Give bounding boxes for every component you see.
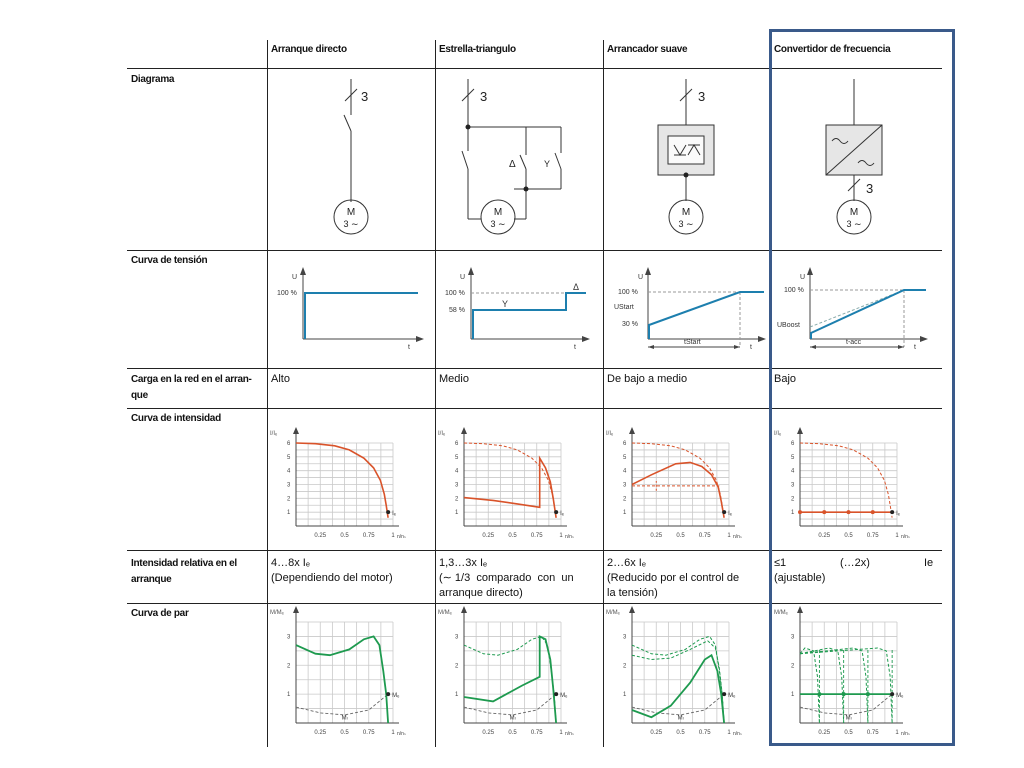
- y-arrow: [293, 427, 299, 434]
- row-label-curva-tension: Curva de tensión: [131, 255, 208, 266]
- diagram-arrancador-suave: [604, 69, 769, 249]
- y-arrow: [797, 606, 803, 613]
- tick-100: 100 %: [277, 290, 297, 297]
- nominal-point: [722, 510, 726, 514]
- nominal-current-label: Iₑ: [560, 511, 565, 518]
- y-tick-label: 1: [287, 510, 291, 517]
- y-tick-label: 4: [791, 468, 795, 475]
- nominal-point: [554, 692, 558, 696]
- x-axis-unit: n/nₛ: [565, 534, 574, 540]
- grid: [296, 443, 393, 526]
- x-tick-label: 0.75: [866, 533, 879, 539]
- intensidad-c4-b: (…2x): [840, 557, 870, 569]
- nominal-point: [890, 692, 894, 696]
- y-tick-label: 1: [623, 692, 627, 699]
- motor-phase-label: 3 ∼: [343, 219, 359, 229]
- y-tick-label: 6: [455, 441, 459, 447]
- torque-chart-3: [604, 604, 771, 744]
- phase-label: 3: [361, 89, 369, 104]
- x-tick-label: 0.75: [698, 730, 711, 736]
- y-tick-label: 4: [623, 468, 627, 475]
- load-torque-label: Mₗ: [341, 715, 348, 722]
- x-axis-unit: n/nₛ: [397, 534, 406, 540]
- motor-phase-label: 3 ∼: [678, 219, 694, 229]
- nominal-current-label: Iₑ: [392, 511, 397, 518]
- motor-phase-label: 3 ∼: [490, 219, 506, 229]
- x-tick-label: 0.25: [650, 730, 663, 736]
- y-arrow: [629, 606, 635, 613]
- y-tick-label: 6: [791, 441, 795, 447]
- phase-label: 3: [866, 181, 874, 196]
- y-axis-label: I/Iₑ: [438, 431, 446, 437]
- x-tick-label: 0.75: [530, 730, 543, 736]
- x-axis-unit: n/nₛ: [901, 534, 910, 540]
- intensidad-c4-l2: (ajustable): [774, 572, 826, 584]
- current-chart-3: [604, 409, 771, 549]
- x-tick-label: 0.25: [482, 533, 495, 539]
- carga-arrancador-suave: De bajo a medio: [607, 373, 688, 385]
- tick-100: 100 %: [784, 287, 804, 294]
- nominal-torque-label: Mₑ: [392, 693, 400, 700]
- x-axis-unit: n/nₛ: [397, 731, 406, 737]
- intensidad-c1-l2: (Dependiendo del motor): [271, 572, 393, 584]
- y-tick-label: 2: [791, 663, 795, 670]
- y-tick-label: 2: [455, 663, 459, 670]
- x-tick-label: 1: [559, 730, 563, 736]
- y-tick-label: 3: [287, 482, 291, 489]
- y-tick-label: 2: [287, 496, 291, 503]
- current-curve-reference: [632, 443, 724, 518]
- intensidad-c3-l1: 2…6x Iₑ: [607, 557, 646, 569]
- x-tick-label: 0.5: [844, 730, 853, 736]
- x-tick-label: 1: [727, 730, 731, 736]
- y-tick-label: 3: [455, 634, 459, 641]
- nominal-torque-label: Mₑ: [896, 693, 904, 700]
- current-point: [871, 510, 875, 514]
- axis-t: t: [750, 344, 752, 351]
- y-tick-label: 5: [455, 454, 459, 461]
- grid: [632, 443, 729, 526]
- y-tick-label: 4: [455, 468, 459, 475]
- torque-point: [866, 692, 870, 696]
- intensidad-c4-a: ≤1: [774, 557, 787, 569]
- row-label-curva-intensidad: Curva de intensidad: [131, 413, 221, 424]
- y-axis-label: M/Mₑ: [270, 610, 284, 616]
- y-arrow: [629, 427, 635, 434]
- load-curve: [296, 694, 388, 715]
- intensidad-c2-l1: 1,3…3x Iₑ: [439, 557, 488, 569]
- ustart-label: UStart: [614, 304, 634, 311]
- nominal-point: [722, 692, 726, 696]
- x-tick-label: 1: [559, 533, 563, 539]
- x-tick-label: 0.5: [844, 533, 853, 539]
- y-arrow: [461, 427, 467, 434]
- star-label: Y: [502, 299, 509, 309]
- motor-label: M: [346, 207, 356, 218]
- x-tick-label: 1: [895, 533, 899, 539]
- y-tick-label: 4: [287, 468, 291, 475]
- axis-t: t: [914, 344, 916, 351]
- row-label-carga-red-2: que: [131, 390, 148, 401]
- nominal-current-label: Iₑ: [896, 511, 901, 518]
- x-tick-label: 1: [895, 730, 899, 736]
- y-axis-label: I/Iₑ: [270, 431, 278, 437]
- grid: [632, 622, 729, 723]
- diagram-estrella-triangulo: [436, 69, 603, 249]
- y-axis-label: I/Iₑ: [774, 431, 782, 437]
- nominal-point: [386, 510, 390, 514]
- torque-curve-family: [800, 648, 844, 723]
- phase-label: 3: [698, 89, 706, 104]
- current-curve: [464, 458, 556, 518]
- x-tick-label: 0.75: [866, 730, 879, 736]
- tension-chart-arranque-directo: [268, 251, 435, 367]
- y-tick-label: 2: [455, 496, 459, 503]
- intensidad-c4-c: Ie: [924, 557, 934, 569]
- x-tick-label: 0.25: [818, 533, 831, 539]
- grid: [464, 622, 561, 723]
- tick-100: 100 %: [618, 289, 638, 296]
- row-label-intensidad-relativa: Intensidad relativa en el: [131, 558, 237, 569]
- y-axis-label: M/Mₑ: [774, 610, 788, 616]
- y-axis-label: I/Iₑ: [606, 431, 614, 437]
- x-tick-label: 1: [391, 730, 395, 736]
- axis-u: U: [638, 274, 644, 281]
- axis-u: U: [460, 274, 466, 281]
- y-tick-label: 3: [287, 634, 291, 641]
- phase-label: 3: [480, 89, 488, 104]
- motor-label: M: [493, 207, 503, 218]
- y-tick-label: 1: [455, 692, 459, 699]
- diagram-arranque-directo: [268, 69, 435, 249]
- x-tick-label: 0.75: [362, 730, 375, 736]
- nominal-torque-label: Mₑ: [560, 693, 568, 700]
- y-tick-label: 2: [791, 496, 795, 503]
- header-convertidor-frecuencia: Convertidor de frecuencia: [774, 44, 891, 55]
- y-tick-label: 3: [623, 482, 627, 489]
- y-tick-label: 1: [791, 510, 795, 517]
- tstart-label: tStart: [684, 339, 701, 346]
- nominal-point: [554, 510, 558, 514]
- y-arrow: [293, 606, 299, 613]
- y-tick-label: 1: [287, 692, 291, 699]
- x-axis-unit: n/nₛ: [733, 534, 742, 540]
- y-tick-label: 1: [623, 510, 627, 517]
- y-axis-label: M/Mₑ: [438, 610, 452, 616]
- y-axis-label: M/Mₑ: [606, 610, 620, 616]
- x-tick-label: 0.25: [314, 533, 327, 539]
- load-curve: [464, 694, 556, 715]
- axis-u: U: [800, 274, 806, 281]
- y-tick-label: 1: [791, 692, 795, 699]
- tension-chart-arrancador-suave: [604, 251, 769, 367]
- row-label-carga-red: Carga en la red en el arran-: [131, 374, 252, 385]
- motor-label: M: [849, 207, 859, 218]
- y-tick-label: 5: [287, 454, 291, 461]
- x-tick-label: 0.5: [508, 730, 517, 736]
- x-tick-label: 0.25: [818, 730, 831, 736]
- x-tick-label: 0.25: [482, 730, 495, 736]
- axis-t: t: [574, 344, 576, 351]
- x-tick-label: 1: [727, 533, 731, 539]
- current-chart-4: [772, 409, 939, 549]
- x-tick-label: 0.75: [362, 533, 375, 539]
- x-tick-label: 0.5: [340, 533, 349, 539]
- motor-label: M: [681, 207, 691, 218]
- y-tick-label: 5: [623, 454, 627, 461]
- y-arrow: [797, 427, 803, 434]
- y-tick-label: 5: [791, 454, 795, 461]
- y-tick-label: 6: [287, 441, 291, 447]
- tick-58: 58 %: [449, 307, 465, 314]
- x-tick-label: 0.25: [650, 533, 663, 539]
- x-tick-label: 1: [391, 533, 395, 539]
- row-label-diagrama: Diagrama: [131, 74, 175, 85]
- carga-convertidor: Bajo: [774, 373, 797, 385]
- grid: [296, 622, 393, 723]
- carga-arranque-directo: Alto: [271, 373, 290, 385]
- y-tick-label: 3: [791, 482, 795, 489]
- load-torque-label: Mₗ: [845, 715, 852, 722]
- x-tick-label: 0.5: [676, 533, 685, 539]
- y-tick-label: 6: [623, 441, 627, 447]
- current-curve-reference: [464, 443, 556, 518]
- tacc-label: t-acc: [846, 339, 862, 346]
- nominal-point: [890, 510, 894, 514]
- delta-label: Δ: [573, 282, 580, 292]
- x-tick-label: 0.75: [530, 533, 543, 539]
- x-tick-label: 0.75: [698, 533, 711, 539]
- header-estrella-triangulo: Estrella-triangulo: [439, 44, 516, 55]
- torque-point: [817, 692, 821, 696]
- x-tick-label: 0.25: [314, 730, 327, 736]
- torque-chart-1: [268, 604, 435, 744]
- y-tick-label: 3: [791, 634, 795, 641]
- motor-phase-label: 3 ∼: [846, 219, 862, 229]
- y-tick-label: 3: [455, 482, 459, 489]
- x-axis-unit: n/nₛ: [565, 731, 574, 737]
- torque-curve-family: [800, 648, 892, 723]
- header-arrancador-suave: Arrancador suave: [607, 44, 688, 55]
- current-chart-2: [436, 409, 603, 549]
- intensidad-c2-l3: arranque directo): [439, 587, 523, 599]
- star-label: Y: [544, 159, 551, 169]
- x-tick-label: 0.5: [676, 730, 685, 736]
- nominal-current-label: Iₑ: [728, 511, 733, 518]
- current-chart-1: [268, 409, 435, 549]
- tick-30: 30 %: [622, 321, 638, 328]
- row-label-curva-par: Curva de par: [131, 608, 189, 619]
- torque-curve-reduced: [632, 641, 724, 723]
- torque-chart-2: [436, 604, 603, 744]
- tension-chart-estrella-triangulo: [436, 251, 603, 367]
- x-axis-unit: n/nₛ: [733, 731, 742, 737]
- y-tick-label: 2: [287, 663, 291, 670]
- tension-chart-convertidor: [772, 251, 952, 367]
- y-tick-label: 2: [623, 663, 627, 670]
- y-tick-label: 3: [623, 634, 627, 641]
- x-tick-label: 0.5: [508, 533, 517, 539]
- current-point: [847, 510, 851, 514]
- intensidad-c2-l2: (∼ 1/3 comparado con un: [439, 572, 574, 584]
- intensidad-c3-l2: (Reducido por el control de: [607, 572, 740, 584]
- torque-chart-4: [772, 604, 939, 744]
- grid: [464, 443, 561, 526]
- carga-estrella-triangulo: Medio: [439, 373, 469, 385]
- torque-curve-family: [800, 648, 868, 723]
- current-point: [822, 510, 826, 514]
- row-label-intensidad-relativa-2: arranque: [131, 574, 172, 585]
- y-arrow: [461, 606, 467, 613]
- y-tick-label: 1: [455, 510, 459, 517]
- intensidad-c3-l3: la tensión): [607, 587, 658, 599]
- x-axis-unit: n/nₛ: [901, 731, 910, 737]
- load-curve: [800, 694, 892, 715]
- nominal-torque-label: Mₑ: [728, 693, 736, 700]
- delta-label: Δ: [509, 159, 516, 170]
- current-point: [798, 510, 802, 514]
- x-tick-label: 0.5: [340, 730, 349, 736]
- axis-u: U: [292, 274, 298, 281]
- torque-point: [842, 692, 846, 696]
- header-arranque-directo: Arranque directo: [271, 44, 347, 55]
- current-curve-reference: [800, 443, 892, 518]
- load-torque-label: Mₗ: [509, 715, 516, 722]
- nominal-point: [386, 692, 390, 696]
- uboost-label: UBoost: [777, 322, 800, 329]
- intensidad-c1-l1: 4…8x Iₑ: [271, 557, 310, 569]
- grid: [800, 622, 897, 723]
- diagram-convertidor-frecuencia: [772, 69, 952, 249]
- y-tick-label: 2: [623, 496, 627, 503]
- torque-curve-family: [800, 648, 819, 723]
- tick-100: 100 %: [445, 290, 465, 297]
- current-curve: [296, 443, 388, 518]
- axis-t: t: [408, 344, 410, 351]
- load-torque-label: Mₗ: [677, 715, 684, 722]
